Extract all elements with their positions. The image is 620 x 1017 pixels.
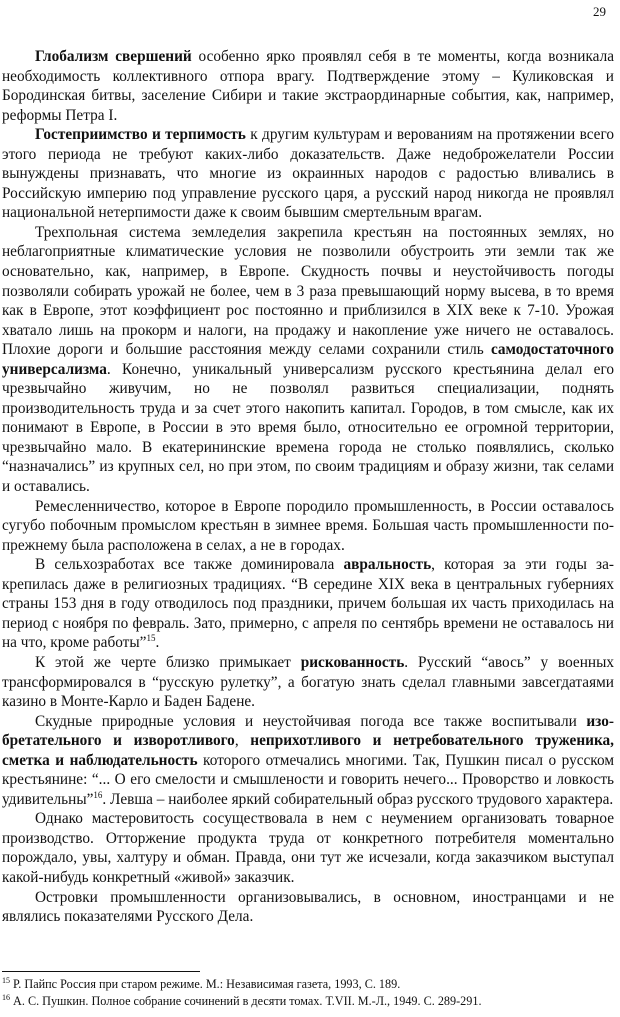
paragraph xyxy=(2,809,614,887)
text-run: особенно ярко проявлял себя в те моменты, когда возникала необходимость коллективного отпора врагу. Подтверждение этому – Куликовская и Бородинская битвы, заселение Сибири и такие экстраординарные события, как, например, реформы Петра I. xyxy=(2,48,614,124)
text-run: . Русский “авось” у военных трансформировался в “русскую рулетку”, а богатую знать сделал главными завсегдатаями казино в Монте-Карло и Баден Бадене. xyxy=(2,653,614,711)
emphasis-term: Глобализм свершений xyxy=(35,48,192,65)
emphasis-term: изобретательного и изворотливого xyxy=(2,712,614,750)
text-run: . Левша – наиболее яркий собирательный образ русского трудового характера. xyxy=(102,790,614,808)
emphasis-term: авральность xyxy=(343,556,432,574)
footnote-reference: 15 xyxy=(146,633,156,644)
emphasis-term: рискованность xyxy=(300,653,405,671)
emphasis-term: неприхотливого и нетребовательного труженика, сметка и наблюдательность xyxy=(2,732,614,769)
text-run: . Конечно, уникальный универсализм русского крестьянина делал его чрезвычайно живучим, но не позволял развиться специализации, поднять производительность труда и за счет этого накопить капитал. Городов, в том смысле, как их понимают в Европе, в России в это время было, относительно ее огромной территории, чрезвычайно мало. В екатерининские времена города не столько появлялись, сколько “назначались” из крупных сел, но при этом, по своим традициям и образу жизни, так селами и оставались. xyxy=(2,360,614,496)
text-run: Трехпольная система земледелия закрепила крестьян на постоянных землях, но неблагоприятные климатические условия не позволили обустроить эти земли так же основательно, как, например, в Европе. Скудность почвы и неустойчивость погоды позволяли собирать урожай не более, чем в 3 раза превышающий норму высева, в то время как в Европе, этот коэффициент рос постоянно и приблизился в XIX веке к 7-10. Урожая хватало лишь на прокорм и налоги, на продажу и накопление уже ничего не оставалось. Плохие дороги и большие расстояния между селами сохранили стиль xyxy=(2,223,614,359)
footnote-mark: 15 xyxy=(2,976,10,985)
footnote xyxy=(2,993,614,1010)
paragraph xyxy=(2,223,614,497)
footnote xyxy=(2,976,614,993)
paragraph xyxy=(2,653,614,712)
text-run: Островки промышленности организовывались, в основном, иностранцами и не являлись показателями Русского Дела. xyxy=(2,888,614,926)
emphasis-term: Гостеприимство и терпимость xyxy=(35,126,246,144)
text-run: , xyxy=(234,732,251,750)
text-run: . xyxy=(155,634,160,652)
footnote-text: Р. Пайпс Россия при старом режиме. М.: Независимая газета, 1993, С. 189. xyxy=(10,977,401,991)
footnote-separator xyxy=(2,971,200,972)
paragraph xyxy=(2,888,614,927)
text-run: Скудные природные условия и неустойчивая погода все также воспитывали xyxy=(35,712,587,730)
footnote-text: А. С. Пушкин. Полное собрание сочинений в десяти томах. Т.VII. М.-Л., 1949. С. 289-291. xyxy=(10,994,482,1008)
text-run: Однако мастеровитость сосуществовала в нем с неумением организовать товарное производство. Отторжение продукта труда от конкретного потребителя моментально порождало, увы, халтуру и обман. Правда, они тут же исчезали, когда заказчиком выступал какой-нибудь конкретный «живой» заказчик. xyxy=(2,810,614,886)
footnote-mark: 16 xyxy=(2,993,10,1002)
text-run: к другим культурам и верованиям на протяжении всего этого периода не требуют каких-либо доказательств. Даже недоброжелатели России вынуждены признавать, что многие из окраинных народов с радостью вливались в Российскую империю под управление русского царя, а русский народ никогда не проявлял национальной нетерпимости даже к своим бывшим смертельным врагам. xyxy=(2,126,615,222)
text-run: которого отмечались многими. Так, Пушкин писал о русском крестьянине: “... О его смелости и смышлености и говорить нечего... Проворство и ловкость удивительны” xyxy=(2,751,614,808)
paragraph xyxy=(2,125,614,223)
paragraph xyxy=(2,497,614,556)
body-text xyxy=(2,47,614,927)
text-run: , которая за эти годы закрепилась даже в религиозных традициях. “В середине XIX века в центральных губерниях страны 153 дня в году отводилось под праздники, причем большая их часть приходилась на период с ноября по февраль. Зато, примерно, с апреля по сентябрь времени не оставалось ни на что, кроме работы” xyxy=(2,556,614,652)
page-number: 29 xyxy=(593,4,606,19)
text-run: В сельхозработах все также доминировала xyxy=(35,556,344,574)
footnote-reference: 16 xyxy=(93,789,103,800)
footnotes xyxy=(2,976,614,1010)
paragraph xyxy=(2,712,614,810)
text-run: Ремесленничество, которое в Европе породило промышленность, в России оставалось сугубо побочным промыслом крестьян в зимнее время. Большая часть промышленности по-прежнему была расположена в селах, а не в городах. xyxy=(2,497,614,554)
emphasis-term: самодостаточного универсализма xyxy=(2,341,614,378)
text-run: К этой же черте близко примыкает xyxy=(35,653,301,671)
paragraph xyxy=(2,555,614,653)
paragraph xyxy=(2,47,614,125)
